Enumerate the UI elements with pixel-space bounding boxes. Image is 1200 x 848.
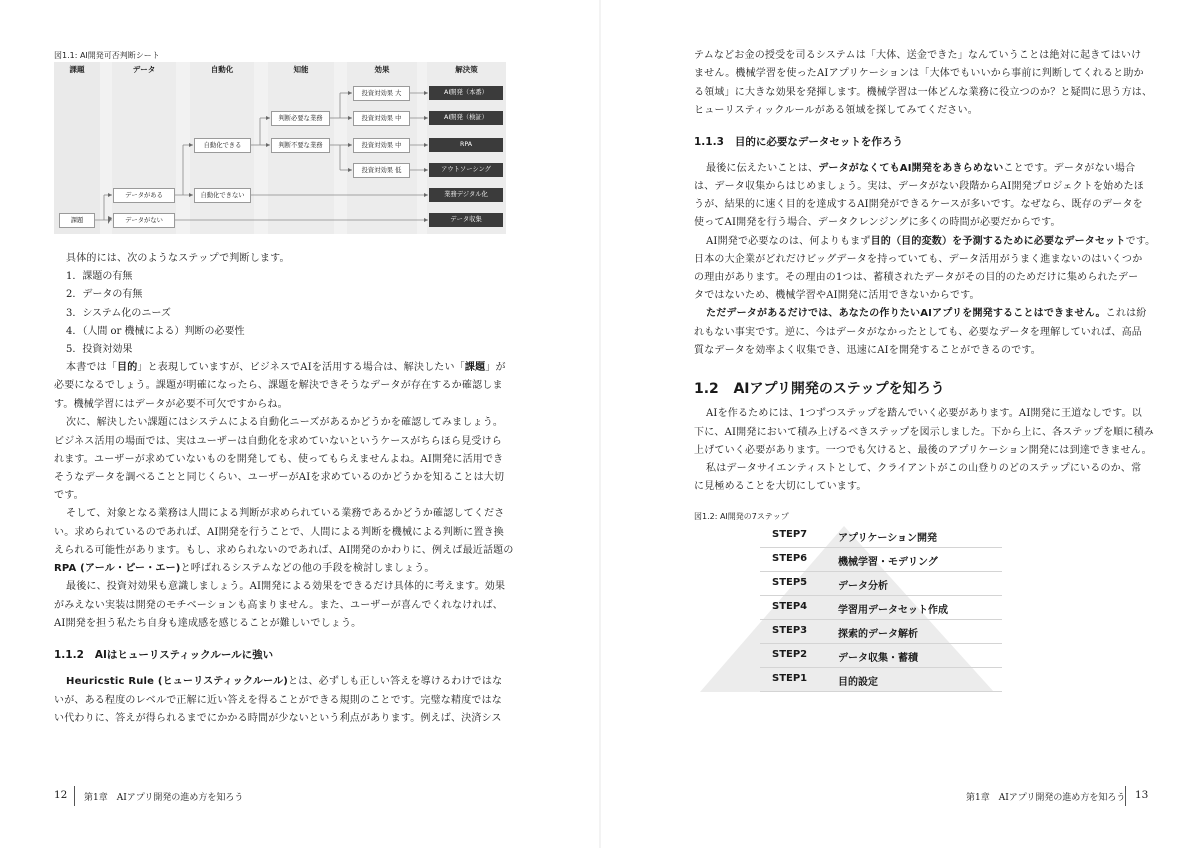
solution-ai-prod: AI開発（本番） (429, 86, 503, 100)
pyramid-step (760, 572, 1002, 596)
text-line: そうなデータを調べることと同じくらい、ユーザーがAIを求めているのかどうかを知ることは大切 (54, 472, 505, 483)
text-line: AI開発を担う私たち自身も達成感を感じることが難しいでしょう。 (54, 618, 362, 629)
text-line: 必要になるでしょう。課題が明確になったら、課題を解決できそうなデータが存在するか確認しま (54, 380, 503, 391)
list-item: 4．（人間 or 機械による）判断の必要性 (66, 325, 245, 337)
text-line: AIを作るためには、1つずつステップを踏んでいく必要があります。AI開発に王道なしです。以 (706, 408, 1142, 419)
solution-rpa: RPA (429, 138, 503, 152)
step-label: 探索的データ解析 (838, 629, 918, 640)
emphasis: 目的（目的変数）を予測するために必要なデータセット (870, 236, 1126, 247)
pyramid-step (760, 668, 1002, 692)
list-item: 5．投資対効果 (66, 344, 133, 356)
heading-number: 1.1.2 (54, 649, 84, 661)
step-number: STEP2 (772, 649, 808, 660)
text-run: これは紛 (1105, 308, 1147, 319)
box-roi-large: 投資対効果 大 (353, 86, 410, 101)
text-run: ことです。データがない場合 (1003, 163, 1136, 174)
figure-caption-1-2: 図1.2: AI開発の7ステップ (694, 512, 789, 521)
text-line: 上げていく必要があります。一つでも欠けると、最後のアプリケーション開発には到達できません。 (694, 445, 1152, 456)
text-line: れます。ユーザーが求めていないものを開発しても、使ってもらえませんよね。AI開発に活用でき (54, 454, 504, 465)
step-number: STEP3 (772, 625, 808, 636)
box-judge-none: 判断不要な業務 (271, 138, 330, 153)
step-label: 機械学習・モデリング (838, 557, 938, 568)
emphasis: 課題 (464, 362, 486, 373)
running-head-left: 第1章 AIアプリ開発の進め方を知ろう (84, 793, 244, 803)
box-data-no: データがない (113, 213, 175, 228)
text-line: うが、結果的に速く目的を達成するAI開発ができるケースが多いです。なぜなら、既存のデータを (694, 199, 1143, 210)
step-label: データ収集・蓄積 (838, 653, 918, 664)
text-run: 」と表現していますが、ビジネスでAIを活用する場合は、解決したい「 (137, 362, 465, 373)
page-number-right: 13 (1135, 789, 1149, 801)
figure-caption-1-1: 図1.1: AI開発可否判断シート (54, 51, 160, 60)
pyramid-step (760, 620, 1002, 644)
text-line: い代わりに、答えが得られるまでにかかる時間が少ないという利点があります。例えば、決済シス (54, 713, 502, 724)
text-line: いが、ある程度のレベルで正解に近い答えを得ることができる規則のことです。完璧な精度ではな (54, 695, 502, 706)
step-label: 学習用データセット作成 (838, 605, 948, 616)
text-line: に見極めることを大切にしています。 (694, 481, 867, 492)
text-line: 質なデータを効率よく収集でき、迅速にAIを開発することができるのです。 (694, 345, 1041, 356)
step-number: STEP4 (772, 601, 808, 612)
running-head-right: 第1章 AIアプリ開発の進め方を知ろう (966, 793, 1126, 803)
solution-data-collection: データ収集 (429, 213, 503, 227)
box-roi-low: 投資対効果 低 (353, 163, 410, 178)
pyramid-step (760, 644, 1002, 668)
solution-outsourcing: アウトソーシング (429, 163, 503, 177)
text-line: い。求められているのであれば、AI開発を行うことで、人間による判断を機械による判断に置き換 (54, 527, 504, 538)
text-run: 最後に伝えたいことは、 (706, 163, 819, 174)
text-line: です。 (54, 490, 84, 501)
emphasis: Heuricstic Rule (ヒューリスティックルール) (66, 676, 289, 687)
text-line: テムなどお金の授受を司るシステムは「大体、送金できた」なんていうことは絶対に起きてはいけ (694, 50, 1142, 61)
heading-number: 1.2 (694, 381, 719, 397)
sheet-col-header: データ (132, 65, 156, 74)
section-heading-1-2 (694, 378, 945, 398)
section-heading-1-1-2 (54, 647, 273, 662)
footer-divider (1125, 786, 1126, 806)
text-line: の理由があります。その理由の1つは、蓄積されたデータがその目的のためだけに集められたデー (694, 272, 1139, 283)
sheet-col-header: 自動化 (210, 65, 234, 74)
box-roi-mid: 投資対効果 中 (353, 138, 410, 153)
text-line: 次に、解決したい課題にはシステムによる自動化ニーズがあるかどうかを確認してみましょう。 (66, 417, 504, 428)
box-auto-no: 自動化できない (194, 188, 251, 203)
judgement-step-list (66, 268, 245, 359)
text-run: とは、必ずしも正しい答えを導けるわけではな (288, 676, 503, 687)
step-label: 目的設定 (838, 677, 878, 688)
step-label: アプリケーション開発 (838, 533, 937, 544)
list-item: 3．システム化のニーズ (66, 307, 171, 319)
emphasis: データがなくてもAI開発をあきらめない (818, 163, 1004, 174)
step-number: STEP5 (772, 577, 808, 588)
heading-title: AIアプリ開発のステップを知ろう (733, 381, 945, 397)
box-roi-mid: 投資対効果 中 (353, 111, 410, 126)
footer-divider (74, 786, 75, 806)
box-judge-need: 判断必要な業務 (271, 111, 330, 126)
box-auto-yes: 自動化できる (194, 138, 251, 153)
text-line: す。機械学習にはデータが必要不可欠ですからね。 (54, 399, 288, 410)
pyramid-step (760, 548, 1002, 572)
text-line: タではないため、機械学習やAI開発に活用できないからです。 (694, 290, 980, 301)
emphasis: 目的 (117, 362, 138, 373)
text-run: AI開発で必要なのは、何よりもまず (706, 236, 871, 247)
text-line: ヒューリスティックルールがある領域を探してみてください。 (694, 105, 978, 116)
box-problem: 課題 (59, 213, 95, 228)
sheet-col-header: 知能 (293, 65, 309, 74)
section-heading-1-1-3 (694, 134, 903, 149)
text-run: と呼ばれるシステムなどの他の手段を検討しましょう。 (180, 563, 435, 574)
text-line: る領域」に大きな効果を発揮します。機械学習は一体どんな業務に役立つのか？と疑問に思う方は、 (694, 87, 1153, 98)
sheet-col-header: 課題 (69, 65, 85, 74)
text-line: れもない事実です。逆に、今はデータがなかったとしても、必要なデータを理解していれば、高品 (694, 327, 1142, 338)
step-number: STEP6 (772, 553, 808, 564)
page-number-left: 12 (54, 789, 68, 801)
list-item: 1．課題の有無 (66, 271, 133, 282)
solution-digitalization: 業務デジタル化 (429, 188, 503, 202)
text-line: ビジネス活用の場面では、実はユーザーは自動化を求めていないというケースがちらほら見受けら (54, 436, 502, 447)
sheet-col-header: 解決策 (455, 65, 478, 74)
emphasis: RPA (アール・ピー・エー) (54, 563, 181, 574)
list-item: 2．データの有無 (66, 289, 143, 301)
text-line: 下に、AI開発において積み上げるべきステップを図示しました。下から上に、各ステップを順に積み (694, 427, 1154, 438)
sheet-col-header: 効果 (374, 65, 390, 74)
step-number: STEP7 (772, 529, 808, 540)
heading-title: AIはヒューリスティックルールに強い (94, 649, 274, 661)
text-line: 最後に、投資対効果も意識しましょう。AI開発による効果をできるだけ具体的に考えます。効果 (66, 581, 506, 592)
text-line: 私はデータサイエンティストとして、クライアントがこの山登りのどのステップにいるのか、常 (706, 463, 1142, 474)
text-run: 本書では「 (66, 362, 117, 373)
text-line: 日本の大企業がどれだけビッグデータを持っていても、データ活用がうまく進まないのはいくつか (694, 254, 1143, 265)
text-line: ません。機械学習を使ったAIアプリケーションは「大体でもいいから事前に判断してくれると助か (694, 68, 1144, 79)
text-line: えられる可能性があります。もし、求められないのであれば、AI開発のかわりに、例えば最近話題の (54, 545, 514, 556)
text-line: そして、対象となる業務は人間による判断が求められている業務であるかどうか確認してくださ (66, 508, 505, 519)
step-number: STEP1 (772, 673, 808, 684)
text-run: 」が (485, 362, 506, 373)
heading-title: 目的に必要なデータセットを作ろう (734, 136, 903, 148)
solution-ai-poc: AI開発（検証） (429, 111, 503, 125)
text-line: 使ってAI開発を行う場合、データクレンジングに多くの時間が必要だからです。 (694, 217, 1061, 228)
box-data-yes: データがある (113, 188, 175, 203)
heading-number: 1.1.3 (694, 136, 724, 148)
pyramid-step (760, 596, 1002, 620)
step-label: データ分析 (838, 581, 888, 592)
emphasis: ただデータがあるだけでは、あなたの作りたいAIアプリを開発することはできません。 (706, 308, 1106, 319)
intro-text: 具体的には、次のようなステップで判断します。 (66, 253, 290, 264)
text-run: です。 (1125, 236, 1156, 247)
text-line: がみえない実装は開発のモチベーションも高まりません。また、ユーザーが喜んでくれなければ、 (54, 600, 503, 611)
pyramid-step (760, 524, 1002, 548)
text-line: は、データ収集からはじめましょう。実は、データがない段階からAI開発プロジェクトを始めたほ (694, 181, 1144, 192)
